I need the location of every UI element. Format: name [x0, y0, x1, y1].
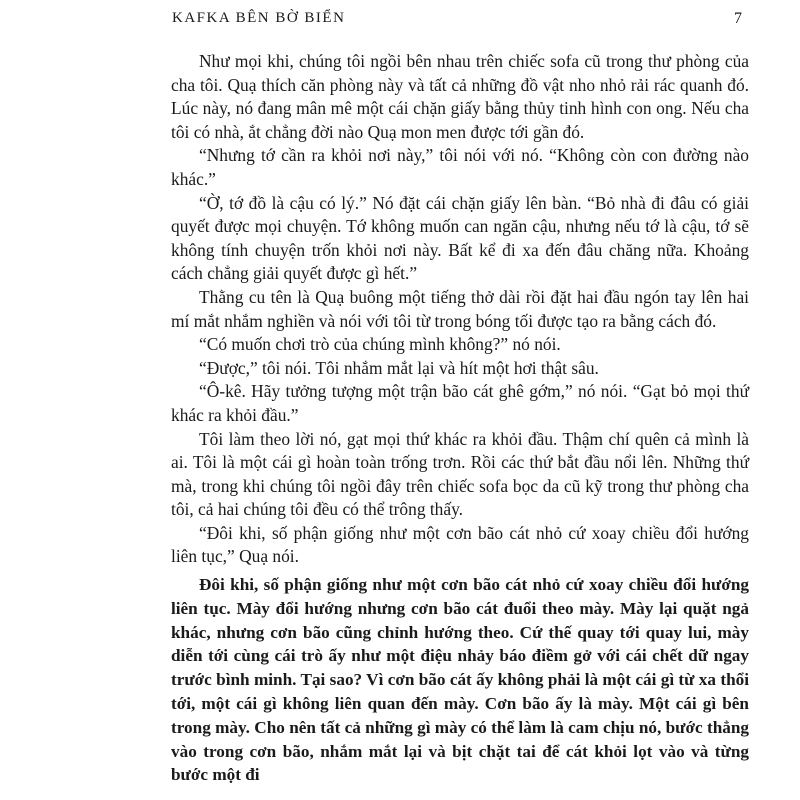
paragraph: “Ô-kê. Hãy tưởng tượng một trận bão cát ghê gớm,” nó nói. “Gạt bỏ mọi thứ khác ra khỏi đầu.” [171, 381, 749, 425]
book-title: KAFKA BÊN BỜ BIỂN [172, 10, 346, 26]
running-head [172, 10, 742, 32]
paragraph: “Có muốn chơi trò của chúng mình không?” nó nói. [199, 334, 561, 355]
paragraph: Tôi làm theo lời nó, gạt mọi thứ khác ra khỏi đầu. Thậm chí quên cả mình là ai. Tôi là một cái gì hoàn toàn trống trơn. Rồi các thứ bắt đầu nổi lên. Những thứ mà, trong khi chúng tôi ngồi đây trên chiếc sofa bọc da cũ kỹ trong thư phòng cha tôi, cả hai chúng tôi đều có thể trông thấy. [171, 428, 749, 520]
paragraph: Như mọi khi, chúng tôi ngồi bên nhau trên chiếc sofa cũ trong thư phòng của cha tôi. Quạ thích căn phòng này và tất cả những đồ vật nho nhỏ rải rác quanh đó. Lúc này, nó đang mân mê một cái chặn giấy bằng thủy tinh hình con ong. Nếu cha tôi có nhà, ắt chẳng đời nào Quạ mon men được tới gần đó. [171, 51, 749, 142]
page-number: 7 [734, 10, 742, 27]
paragraph: “Được,” tôi nói. Tôi nhắm mắt lại và hít một hơi thật sâu. [199, 357, 599, 378]
body-text [171, 50, 749, 787]
paragraph: “Ờ, tớ đồ là cậu có lý.” Nó đặt cái chặn giấy lên bàn. “Bỏ nhà đi đâu có giải quyết được mọi chuyện. Tớ không muốn can ngăn cậu, nhưng nếu tớ là cậu, tớ sẽ không tính chuyện trốn khỏi nơi này. Bất kể đi xa đến đâu chăng nữa. Khoảng cách chẳng giải quyết được gì hết.” [171, 192, 749, 284]
bold-paragraph: Đôi khi, số phận giống như một cơn bão cát nhỏ cứ xoay chiều đổi hướng liên tục. Mày đổi hướng nhưng cơn bão cát đuổi theo mày. Mày lại quặt ngả khác, nhưng cơn bão cũng chỉnh hướng theo. Cứ thế quay tới quay lui, mày diễn tới cùng cái trò ấy như một điệu nhảy báo điềm gở với cái chết dữ ngay trước bình minh. Tại sao? Vì cơn bão cát ấy không phải là một cái gì từ xa thổi tới, một cái gì không liên quan đến mày. Cơn bão ấy là mày. Một cái gì bên trong mày. Cho nên tất cả những gì mày có thể làm là cam chịu nó, bước thẳng vào trong cơn bão, nhắm mắt lại và bịt chặt tai để cát khỏi lọt vào và từng bước một đi [171, 575, 749, 785]
paragraph: “Nhưng tớ cần ra khỏi nơi này,” tôi nói với nó. “Không còn con đường nào khác.” [171, 145, 749, 189]
paragraph: Thằng cu tên là Quạ buông một tiếng thở dài rồi đặt hai đầu ngón tay lên hai mí mắt nhắm nghiền và nói với tôi từ trong bóng tối được tạo ra bằng cách đó. [171, 286, 749, 331]
paragraph: “Đôi khi, số phận giống như một cơn bão cát nhỏ cứ xoay chiều đổi hướng liên tục,” Quạ nói. [171, 522, 749, 567]
